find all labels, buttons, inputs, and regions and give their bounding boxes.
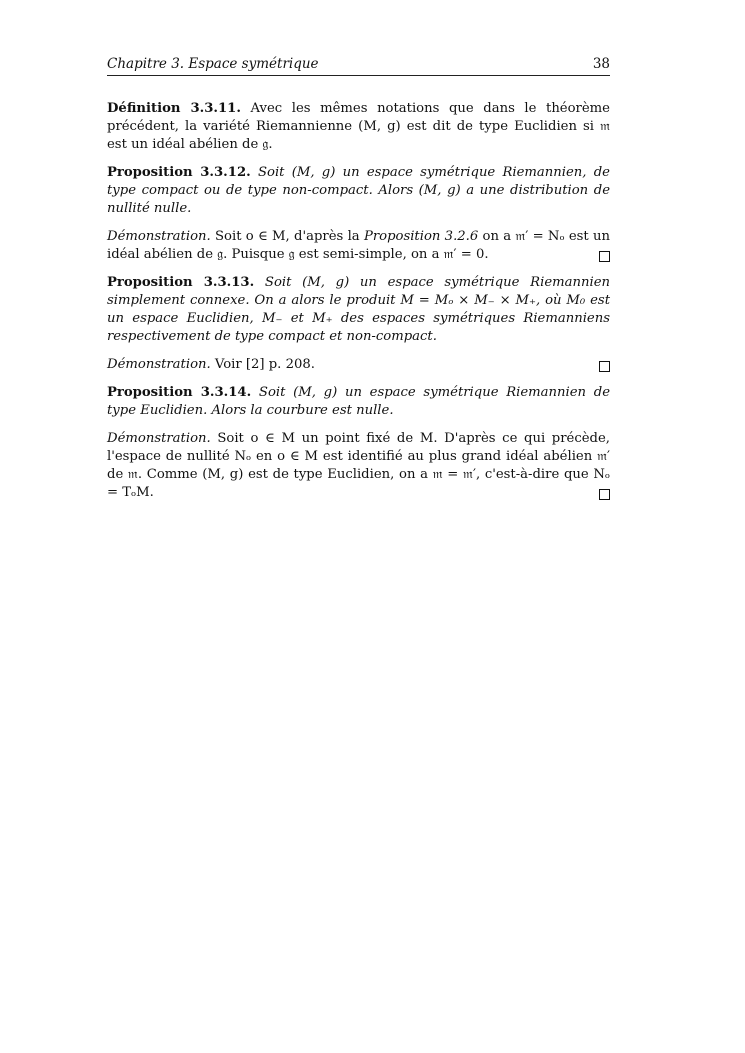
- proposition-text: Soit (M, g) un espace symétrique Riemannien, de type compact ou de type non-compact. Alors (M, g) a une distribution de nullité nulle.: [107, 165, 610, 216]
- chapter-title: Chapitre 3. Espace symétrique: [107, 56, 319, 72]
- proof-text: Soit o ∈ M un point fixé de M. D'après ce qui précède, l'espace de nullité Nₒ en o ∈ M est identifié au plus grand idéal abélien 𝔪′ de 𝔪. Comme (M, g) est de type Euclidien, on a 𝔪 = 𝔪′, c'est-à-dire que Nₒ = TₒM.: [107, 431, 610, 500]
- running-header: [107, 56, 610, 76]
- proof-3: [107, 430, 610, 502]
- definition-text: Avec les mêmes notations que dans le théorème précédent, la variété Riemannienne (M, g) est dit de type Euclidien si 𝔪 est un idéal abélien de 𝔤.: [107, 101, 610, 152]
- page-number: 38: [592, 56, 610, 72]
- proposition-3-3-13: [107, 274, 610, 346]
- proof-2: [107, 356, 610, 374]
- proposition-text: Soit (M, g) un espace symétrique Riemannien de type Euclidien. Alors la courbure est nulle.: [107, 385, 610, 418]
- qed-square-icon: [599, 489, 610, 500]
- definition-label: Définition 3.3.11.: [107, 101, 241, 116]
- proposition-3-3-14: [107, 384, 610, 420]
- proposition-label: Proposition 3.3.13.: [107, 275, 255, 290]
- proof-1: [107, 228, 610, 264]
- proof-text-a: Soit o ∈ M, d'après la: [215, 229, 364, 244]
- proof-label: Démonstration.: [107, 357, 211, 372]
- proof-reference: Proposition 3.2.6: [363, 229, 479, 244]
- proof-text: Voir [2] p. 208.: [214, 357, 315, 372]
- proposition-text: Soit (M, g) un espace symétrique Riemannien simplement connexe. On a alors le produit M = Mₒ × M₋ × M₊, où M₀ est un espace Euclidien, M₋ et M₊ des espaces symétriques Riemanniens respectivement de type compact et non-compact.: [107, 275, 611, 344]
- proof-label: Démonstration.: [107, 229, 211, 244]
- definition-3-3-11: [107, 100, 610, 154]
- document-page: [107, 56, 610, 502]
- proof-text-b: on a 𝔪′ = Nₒ est un idéal abélien de 𝔤. Puisque 𝔤 est semi-simple, on a 𝔪′ = 0.: [107, 229, 610, 262]
- qed-square-icon: [599, 251, 610, 262]
- proposition-3-3-12: [107, 164, 610, 218]
- proposition-label: Proposition 3.3.12.: [107, 165, 251, 180]
- proof-label: Démonstration.: [107, 431, 211, 446]
- qed-square-icon: [599, 361, 610, 372]
- proposition-label: Proposition 3.3.14.: [107, 385, 252, 400]
